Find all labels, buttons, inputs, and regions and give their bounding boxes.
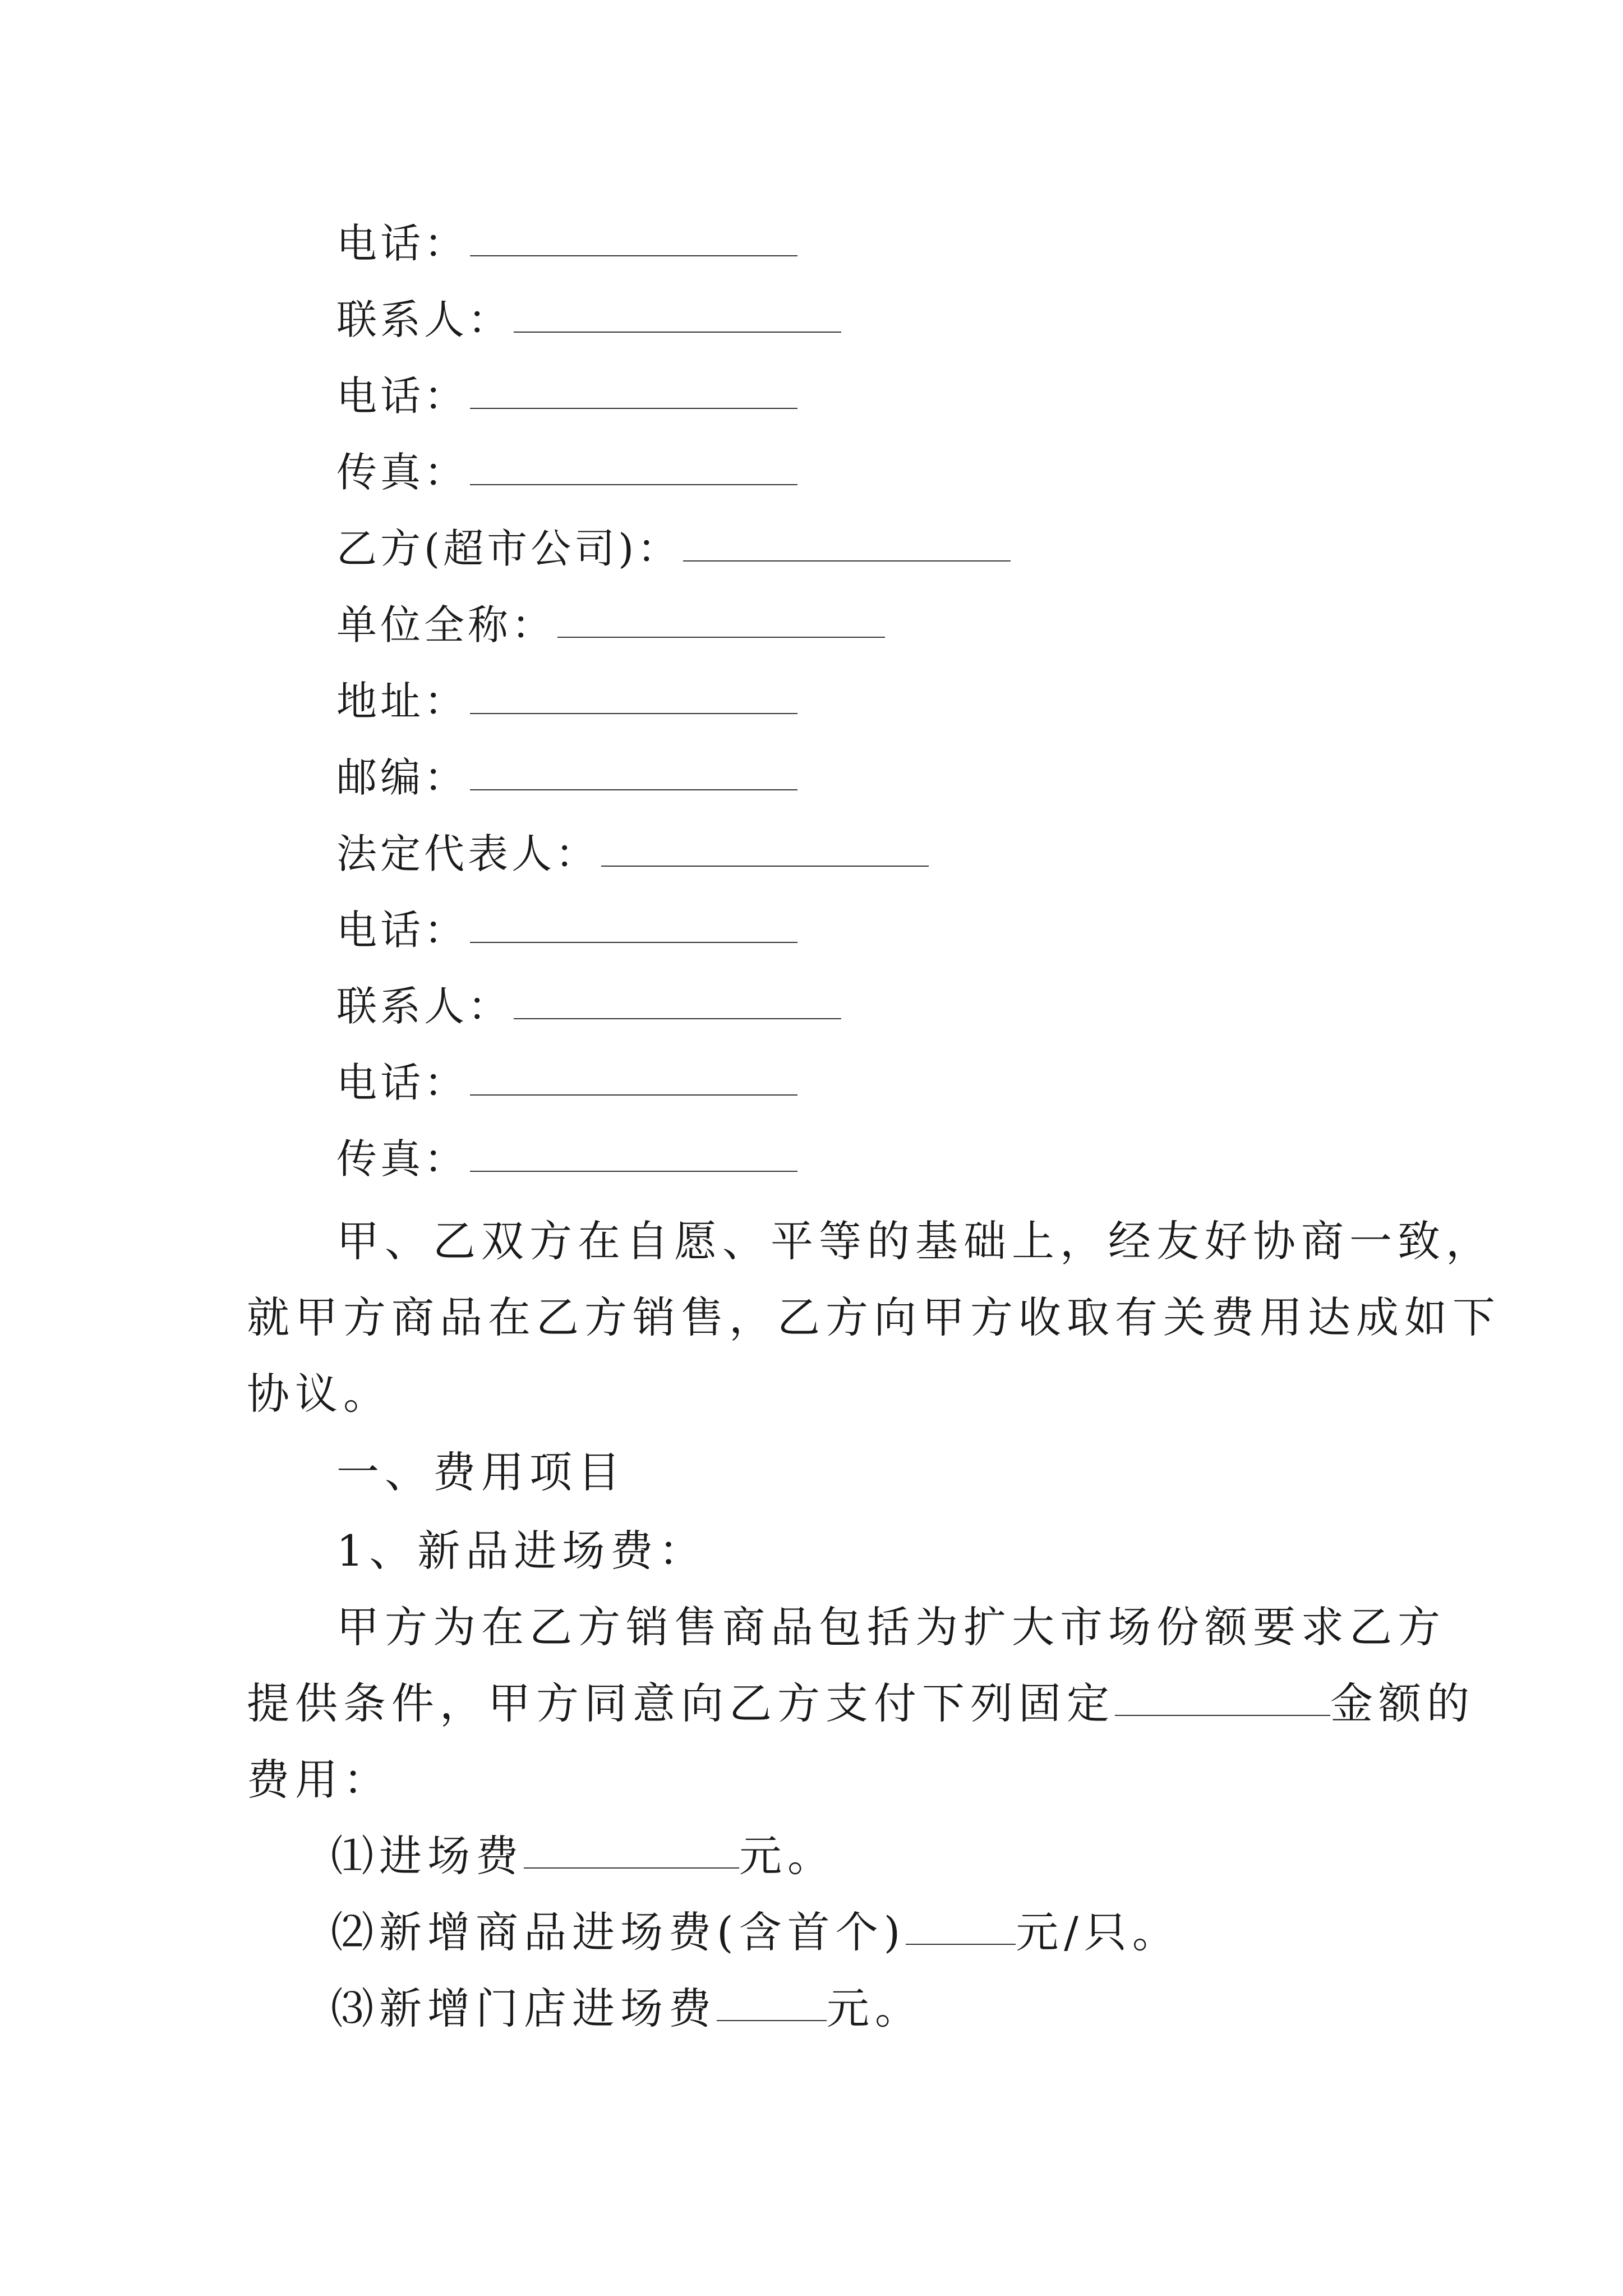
fee-unit: 元。 <box>827 1983 923 2033</box>
fee-amount-blank[interactable] <box>717 1989 827 2021</box>
fee-label: ⑵新增商品进场费(含首个) <box>331 1907 906 1957</box>
field-label: 电话： <box>336 1059 468 1106</box>
fill-in-blank[interactable] <box>470 758 797 790</box>
intro-line-3: 协议。 <box>247 1368 391 1419</box>
intro-line-1: 甲、乙双方在自愿、平等的基础上，经友好协商一致， <box>336 1216 1494 1266</box>
intro-line-2: 就甲方商品在乙方销售，乙方向甲方收取有关费用达成如下 <box>247 1292 1501 1342</box>
field-label: 地址： <box>336 678 468 725</box>
field-label: 电话： <box>336 907 468 954</box>
fill-in-blank[interactable] <box>557 605 885 638</box>
clause-line-1: 甲方为在乙方销售商品包括为扩大市场份额要求乙方 <box>336 1602 1446 1652</box>
fill-in-blank[interactable] <box>470 1063 797 1096</box>
field-label: 联系人： <box>336 983 512 1030</box>
section-title: 一、费用项目 <box>336 1447 626 1497</box>
item-title: 1、新品进场费： <box>336 1525 707 1576</box>
field-party-b <box>336 507 1011 583</box>
field-address <box>336 660 797 736</box>
field-label: 联系人： <box>336 296 512 343</box>
field-label: 电话： <box>336 220 468 267</box>
fill-in-blank[interactable] <box>514 300 841 333</box>
fill-in-blank[interactable] <box>470 224 797 256</box>
field-label: 传真： <box>336 449 468 496</box>
field-phone-1 <box>336 202 797 278</box>
fee-amount-blank[interactable] <box>524 1836 739 1869</box>
field-unit-name <box>336 583 885 660</box>
fill-in-blank[interactable] <box>470 1139 797 1172</box>
fill-in-blank[interactable] <box>683 529 1011 562</box>
field-label: 乙方(超市公司)： <box>336 525 681 572</box>
field-label: 法定代表人： <box>336 830 600 877</box>
fill-in-blank[interactable] <box>470 910 797 943</box>
field-label: 单位全称： <box>336 601 556 648</box>
fee-label: ⑴进场费 <box>331 1830 524 1881</box>
fill-in-blank[interactable] <box>470 453 797 485</box>
field-label: 邮编： <box>336 754 468 801</box>
field-fax-2 <box>336 1117 797 1194</box>
field-phone-3 <box>336 889 797 965</box>
fee-unit: 元/只。 <box>1016 1907 1181 1957</box>
field-fax-1 <box>336 431 797 507</box>
amount-blank[interactable] <box>1115 1683 1330 1716</box>
clause-text-after: 金额的 <box>1330 1678 1475 1728</box>
fee-label: ⑶新增门店进场费 <box>331 1983 717 2033</box>
clause-text-before: 提供条件，甲方同意向乙方支付下列固定 <box>247 1678 1115 1728</box>
fee-unit: 元。 <box>739 1830 836 1881</box>
fill-in-blank[interactable] <box>470 376 797 409</box>
fee-amount-blank[interactable] <box>906 1912 1016 1945</box>
field-legal-rep <box>336 812 929 889</box>
field-postcode <box>336 736 797 812</box>
clause-line-3: 费用： <box>247 1754 391 1805</box>
fee-item-2 <box>331 1890 1181 1967</box>
fee-item-3 <box>331 1967 923 2043</box>
clause-line-2 <box>247 1662 1475 1738</box>
field-contact-1 <box>336 278 841 355</box>
field-label: 传真： <box>336 1135 468 1182</box>
fill-in-blank[interactable] <box>514 987 841 1019</box>
fill-in-blank[interactable] <box>601 834 929 867</box>
fill-in-blank[interactable] <box>470 682 797 714</box>
fee-item-1 <box>331 1814 836 1890</box>
field-contact-2 <box>336 965 841 1041</box>
field-phone-2 <box>336 355 797 431</box>
field-label: 电话： <box>336 372 468 420</box>
field-phone-4 <box>336 1041 797 1117</box>
